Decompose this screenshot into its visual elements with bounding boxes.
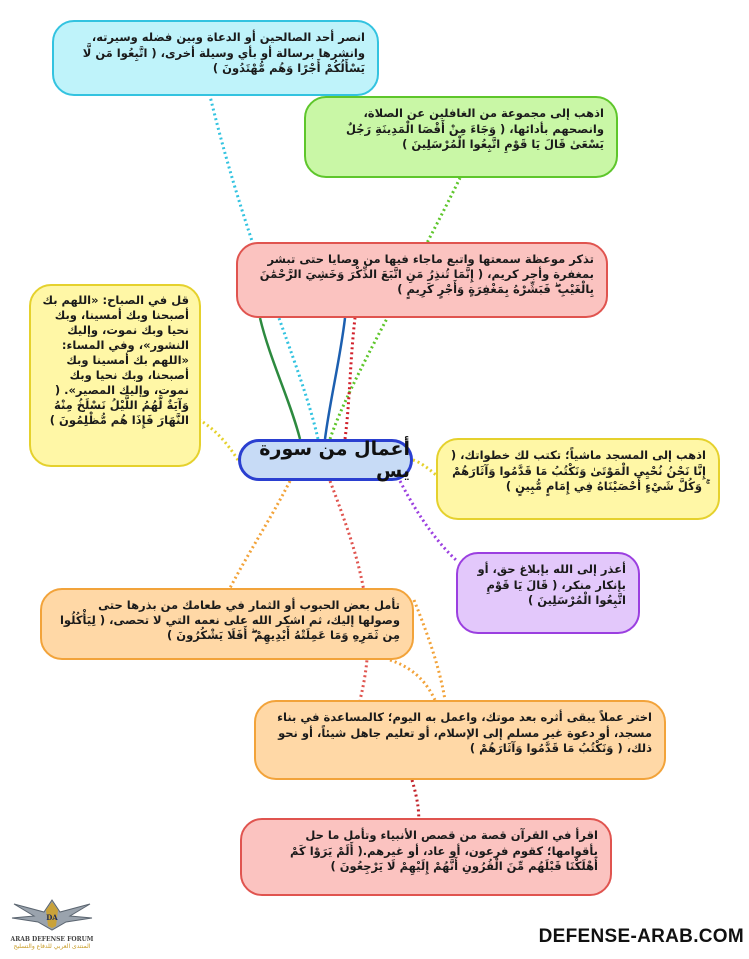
connector-n3 [345,318,355,439]
topic-text: اختر عملاً يبقى أثره بعد موتك، واعمل به اليوم؛ كالمساعدة في بناء مسجد، أو دعوة غير مسلم إلى الإسلام، أو تعليم جاهل شيئاً، أو نحو ذلك، ( وَنَكْتُبُ مَا قَدَّمُوا وَآثَارَهُمْ ) [277,710,652,756]
topic-support-preacher [52,20,379,96]
topic-prophets-stories [240,818,612,896]
topic-text: اقرأ في القرآن قصة من قصص الأنبياء وتأمل ما حل بأقوامها؛ كقوم فرعون، أو عاد، أو غيرهم.( أَلَمْ يَرَوْا كَمْ أَهْلَكْنَا قَبْلَهُم مِّنَ الْقُرُونِ أَنَّهُمْ إِلَيْهِمْ لَا يَرْجِعُونَ ) [289,828,598,874]
topic-text: أعذر إلى الله بإبلاغ حق، أو بإنكار منكر، ( قَالَ يَا قَوْمِ اتَّبِعُوا الْمُرْسَلِينَ ) [477,562,626,608]
logo-initials: DA [46,913,58,922]
topic-text: تذكر موعظة سمعتها واتبع ماجاء فيها من وصايا حتى تبشر بمغفرة وأجر كريم، ( إِنَّمَا تُنذِرُ مَنِ اتَّبَعَ الذِّكْرَ وَخَشِيَ الرَّحْمَٰنَ بِالْغَيْبِ ۖ فَبَشِّرْهُ بِمَغْفِرَةٍ وَأَجْرٍ كَرِيمٍ ) [259,252,594,296]
topic-walk-to-mosque [436,438,720,520]
topic-text: قل في الصباح: «اللهم بك أصبحنا وبك أمسينا، وبك نحيا وبك نموت، وإليك النشور»، وفي المساء: «اللهم بك أمسينا وبك أصبحنا، وبك نحيا وبك نموت، وإليك المصير». ( وَآيَةٌ لَّهُمُ اللَّيْلُ نَسْلَخُ مِنْهُ النَّهَارَ فَإِذَا هُم مُّظْلِمُونَ ) [42,293,189,427]
connector-n8c [414,600,445,700]
connector-n4 [200,420,238,460]
logo-name: ARAB DEFENSE FORUM [10,936,94,943]
connector-n7 [230,481,290,588]
topic-text: اذهب إلى المسجد ماشياً؛ تكتب لك خطواتك، ( إِنَّا نَحْنُ نُحْيِي الْمَوْتَىٰ وَنَكْتُبُ مَا قَدَّمُوا وَآثَارَهُمْ ۚ وَكُلَّ شَيْءٍ أَحْصَيْنَاهُ فِي إِمَامٍ مُّبِينٍ ) [450,448,706,494]
footer-site[interactable]: DEFENSE-ARAB.COM [538,926,744,947]
topic-lasting-deed [254,700,666,780]
forum-logo [4,896,100,956]
topic-text: تأمل بعض الحبوب أو الثمار في طعامك من بذرها حتى وصولها إليك، ثم اشكر الله على نعمه التي لا تحصى، ( لِيَأْكُلُوا مِن ثَمَرِهِ وَمَا عَمِلَتْهُ أَيْدِيهِمْ ۖ أَفَلَا يَشْكُرُونَ ) [59,598,400,642]
topic-convey-truth [456,552,640,634]
topic-text: اذهب إلى مجموعة من الغافلين عن الصلاة، وانصحهم بأدائها، ( وَجَاءَ مِنْ أَقْصَا الْمَدِينَةِ رَجُلٌ يَسْعَىٰ قَالَ يَا قَوْمِ اتَّبِعُوا الْمُرْسَلِينَ ) [346,106,604,152]
center-title: أعمال من سورة يس [259,438,410,482]
connector-n8b [390,660,435,700]
connector-n3c [325,318,345,439]
topic-follow-admonition [236,242,608,318]
connector-n3b [260,318,300,439]
topic-contemplate-food [40,588,414,660]
logo-arabic: المنتدى العربي للدفاع والتسليح [13,943,91,950]
topic-advise-on-prayer [304,96,618,178]
central-topic [238,439,413,481]
connector-n5 [413,460,436,475]
eagle-emblem-icon [4,896,100,932]
topic-text: انصر أحد الصالحين أو الدعاة وبين فضله وسيرته، وانشرها برسالة أو بأي وسيلة أخرى، ( اتَّبِعُوا مَن لَّا يَسْأَلُكُمْ أَجْرًا وَهُم مُّهْتَدُونَ ) [82,30,365,76]
topic-morning-evening-dhikr [29,284,201,467]
